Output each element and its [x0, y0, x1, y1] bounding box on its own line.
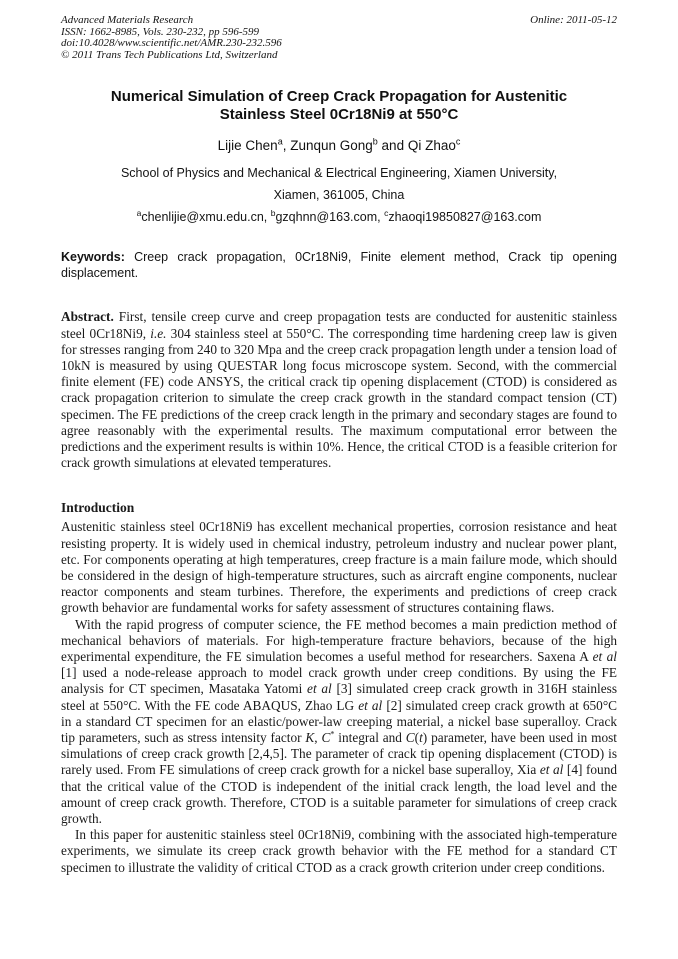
- doi-line: doi:10.4028/www.scientific.net/AMR.230-232.596: [61, 37, 282, 50]
- issn-line: ISSN: 1662-8985, Vols. 230-232, pp 596-599: [61, 25, 259, 38]
- keywords-paragraph: Keywords: Creep crack propagation, 0Cr18Ni9, Finite element method, Crack tip opening displacement.: [61, 250, 617, 281]
- journal-header: [61, 15, 617, 61]
- introduction-paragraph-3: In this paper for austenitic stainless steel 0Cr18Ni9, combining with the associated high-temperature experiments, we simulate its creep crack growth behavior with the FE method for a standard CT specimen to illustrate the validity of critical CTOD as a crack growth criterion under creep conditions.: [61, 827, 617, 875]
- affiliation-line1: School of Physics and Mechanical & Electrical Engineering, Xiamen University,: [120, 166, 558, 181]
- abstract-paragraph: Abstract. First, tensile creep curve and creep propagation tests are conducted for austenitic stainless steel 0Cr18Ni9, i.e. 304 stainless steel at 550°C. The corresponding time hardening creep law is given for stresses ranging from 240 to 320 Mpa and the creep crack propagation length under a tension load of 10kN is measured by using QUESTAR long focus microscope system. Second, with the commercial finite element (FE) code ANSYS, the critical crack tip opening displacement (CTOD) is considered as crack propagation criterion to simulate the creep crack growth in the standard compact tension (CT) specimen. The FE predictions of the creep crack length in the primary and secondary stages are found to agree reasonably with the experimental results. The maximum computational error between the predictions and the experiment results is within 10%. Hence, the critical CTOD is a feasible criterion for crack growth simulations at elevated temperatures.: [61, 309, 617, 471]
- affiliation-block: [61, 162, 617, 228]
- authors-line: Lijie Chen$^a$, Zunqun Gong$^b$ and Qi Zhao$^c$: [217, 136, 461, 154]
- introduction-paragraph-1: Austenitic stainless steel 0Cr18Ni9 has excellent mechanical properties, corrosion resistance and heat resisting property. It is widely used in chemical industry, petroleum industry and nuclear power plant, etc. For components operating at high temperatures, creep fracture is a main failure mode, which should be considered in the design of high-temperature structures, such as aircraft engine components, nuclear reactor components and steam turbines. Therefore, the experiments and predictions of creep crack growth behavior are fundamental works for safety assessment of structures containing flaws.: [61, 519, 617, 616]
- affiliation-line2: Xiamen, 361005, China: [273, 188, 405, 203]
- journal-name: Advanced Materials Research: [61, 14, 194, 26]
- emails-line: $^a$chenlijie@xmu.edu.cn, $^b$gzqhnn@163.com, $^c$zhaoqi19850827@163.com: [136, 208, 542, 225]
- section-heading-introduction: Introduction: [61, 500, 135, 516]
- paper-title-line1: Numerical Simulation of Creep Crack Propagation for Austenitic: [110, 88, 568, 106]
- paper-title-line2: Stainless Steel 0Cr18Ni9 at 550°C: [219, 105, 459, 123]
- paper-title: [61, 88, 617, 123]
- online-date: Online: 2011-05-12: [530, 14, 617, 26]
- introduction-paragraph-2: With the rapid progress of computer science, the FE method becomes a main prediction method of mechanical behaviors of materials. For high-temperature fracture behaviors, because of the high experimental expenditure, the FE simulation becomes a useful method for researchers. Saxena A et al [1] used a node-release approach to model crack growth under creep conditions. By using the FE analysis for CT specimen, Masataka Yatomi et al [3] simulated creep crack growth in 316H stainless steel at 550°C. With the FE code ABAQUS, Zhao LG et al [2] simulated creep crack growth at 650°C in a standard CT specimen for an elastic/power-law creeping material, a nickel base superalloy. Crack tip parameters, such as stress intensity factor K, C* integral and C(t) parameter, have been used in most simulations of creep crack growth [2,4,5]. The parameter of crack tip opening displacement (CTOD) is rarely used. From FE simulations of creep crack growth for a nickel base superalloy, Xia et al [4] found that the critical value of the CTOD is independent of the initial crack length, the load level and the amount of creep crack growth. Therefore, CTOD is a suitable parameter for simulations of creep crack growth.: [61, 616, 618, 827]
- copyright-line: © 2011 Trans Tech Publications Ltd, Switzerland: [61, 48, 278, 61]
